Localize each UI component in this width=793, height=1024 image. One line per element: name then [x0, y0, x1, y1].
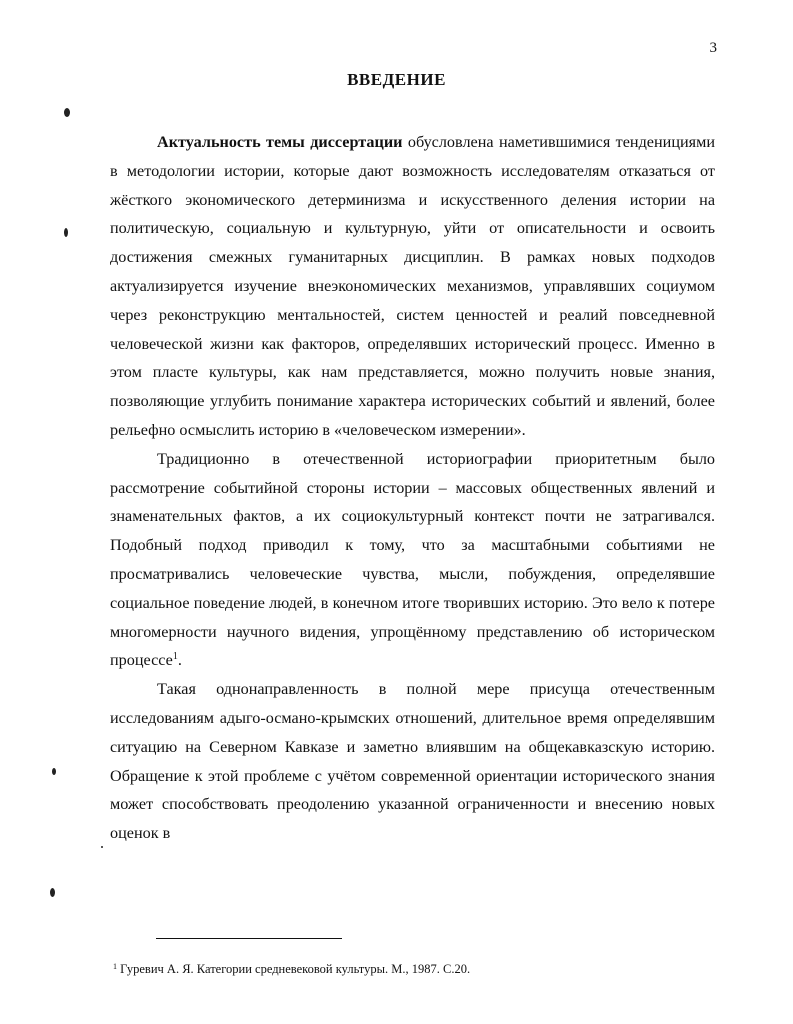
scan-speck — [50, 888, 55, 897]
paragraph-1-text: обусловлена наметившимися тенденициями в методологии истории, которые дают возможность исследователям отказаться от жёсткого экономического детерминизма и искусственного деления истории на политическую, социальную и культурную, уйти от описательности и освоить достижения смежных гуманитарных дисциплин. В рамках новых подходов актуализируется изучение внеэкономических механизмов, управлявших социумом через реконструкцию ментальностей, систем ценностей и реалий повседневной человеческой жизни как факторов, определявших исторический процесс. Именно в этом пласте культуры, как нам представляется, можно получить новые знания, позволяющие углубить понимание характера исторических событий и явлений, более рельефно осмыслить историю в «человеческом измерении». — [110, 133, 715, 439]
scan-speck — [64, 228, 68, 237]
scan-speck — [101, 846, 103, 848]
footnote-marker: 1 — [113, 962, 117, 971]
paragraph-1-lead: Актуальность темы диссертации — [157, 133, 403, 151]
paragraph-2-text: Традиционно в отечественной историографии приоритетным было рассмотрение событийной стороны истории – массовых общественных явлений и знаменательных фактов, а их социокультурный контекст почти не затрагивался. Подобный подход приводил к тому, что за масштабными событиями не просматривались человеческие чувства, мысли, побуждения, определявшие социальное поведение людей, в конечном итоге творивших историю. Это вело к потере многомерности научного видения, упрощённому представлению об историческом процессе — [110, 449, 715, 670]
page-number: 3 — [709, 40, 717, 56]
paragraph-1 — [110, 128, 715, 445]
page-title: ВВЕДЕНИЕ — [347, 70, 446, 89]
body-text — [110, 128, 715, 848]
scan-speck — [64, 108, 70, 117]
paragraph-3 — [110, 675, 715, 848]
scan-speck — [52, 768, 56, 775]
footnote-text: Гуревич А. Я. Категории средневековой культуры. М., 1987. С.20. — [120, 962, 471, 976]
paragraph-3-text: Такая однонаправленность в полной мере присуща отечественным исследованиям адыго-османо-крымских отношений, длительное время определявшим ситуацию на Северном Кавказе и заметно влиявшим на общекавказскую историю. Обращение к этой проблеме с учётом современной ориентации исторического знания может способствовать преодолению указанной ограниченности и внесению новых оценок в — [110, 680, 715, 843]
paragraph-2 — [110, 445, 715, 675]
footnote-separator — [156, 938, 342, 939]
paragraph-2-end: . — [177, 651, 182, 670]
footnote-reference: 1 — [172, 651, 178, 663]
footnote — [113, 962, 470, 977]
